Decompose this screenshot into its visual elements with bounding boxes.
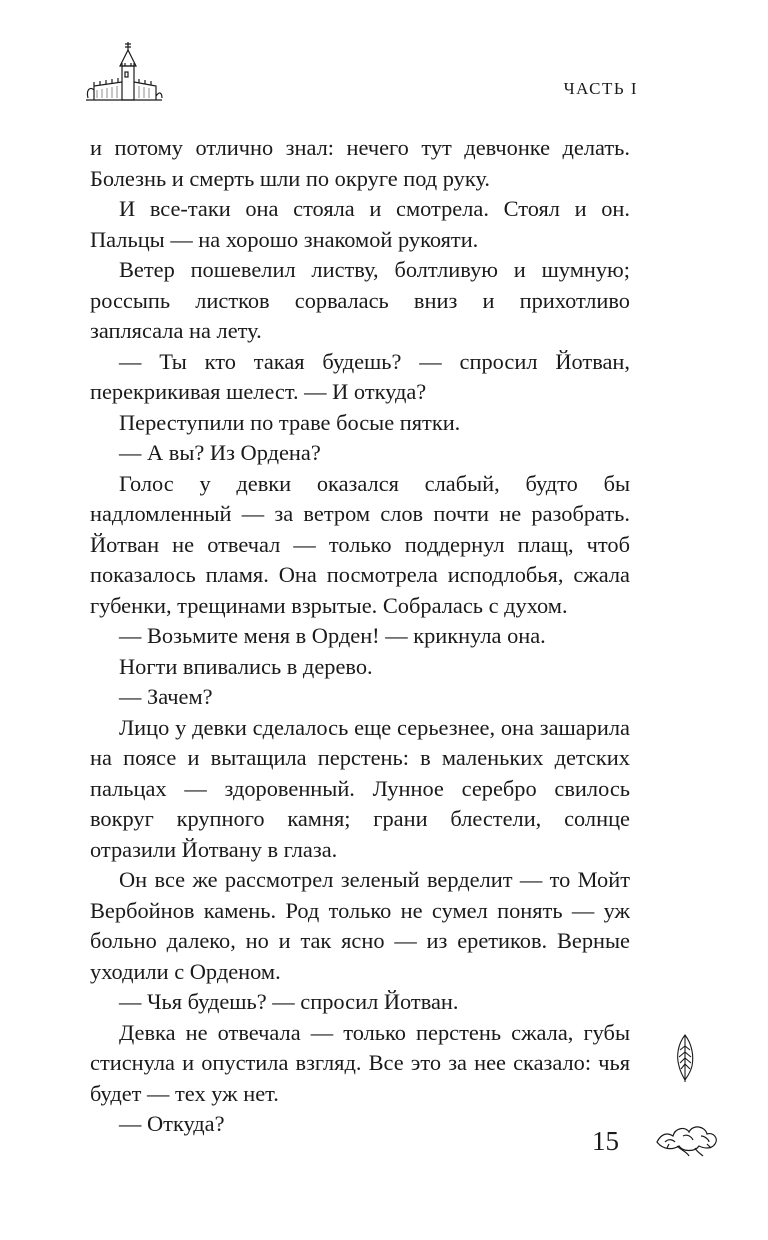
- paragraph: и потому отлично знал: нечего тут девчонке делать. Болезнь и смерть шли по округе под руку.: [90, 135, 630, 191]
- bush-illustration: [655, 1118, 719, 1158]
- paragraph: Переступили по траве босые пятки.: [119, 409, 461, 435]
- running-head: ЧАСТЬ I: [563, 79, 638, 98]
- paragraph: Ногти впивались в дерево.: [119, 653, 373, 679]
- paragraph: Он все же рассмотрел зеленый верделит — то Мойт Вербойнов камень. Род только не сумел понять — уж больно далеко, но и так ясно — из еретиков. Верные уходили с Орденом.: [90, 867, 630, 984]
- tower-illustration: [84, 40, 164, 106]
- paragraph: — Ты кто такая будешь? — спросил Йотван, перекрикивая шелест. — И откуда?: [90, 348, 630, 404]
- page-number: 15: [592, 1126, 619, 1156]
- paragraph: — А вы? Из Ордена?: [119, 440, 321, 465]
- paragraph: — Чья будешь? — спросил Йотван.: [119, 989, 459, 1014]
- paragraph: — Откуда?: [119, 1111, 225, 1136]
- body-text: [90, 133, 630, 1140]
- paragraph: — Возьмите меня в Орден! — крикнула она.: [119, 623, 546, 648]
- paragraph: И все-таки она стояла и смотрела. Стоял и он. Пальцы — на хорошо знакомой рукояти.: [90, 196, 630, 252]
- paragraph: Ветер пошевелил листву, болтливую и шумную; россыпь листков сорвалась вниз и прихотливо заплясала на лету.: [90, 257, 630, 343]
- paragraph: Лицо у девки сделалось еще серьезнее, она зашарила на поясе и вытащила перстень: в маленьких детских пальцах — здоровенный. Лунное серебро свилось вокруг крупного камня; грани блестели, солнце отразили Йотвану в глаза.: [90, 714, 630, 862]
- paragraph: Девка не отвечала — только перстень сжала, губы стиснула и опустила взгляд. Все это за нее сказало: чья будет — тех уж нет.: [90, 1019, 630, 1106]
- paragraph: — Зачем?: [119, 684, 213, 709]
- paragraph: Голос у девки оказался слабый, будто бы надломленный — за ветром слов почти не разобрать. Йотван не отвечал — только поддернул плащ, чтоб показалось пламя. Она посмотрела исподлобья, сжала губенки, трещинами взрытые. Собралась с духом.: [90, 470, 630, 618]
- leaf-icon: [672, 1032, 698, 1084]
